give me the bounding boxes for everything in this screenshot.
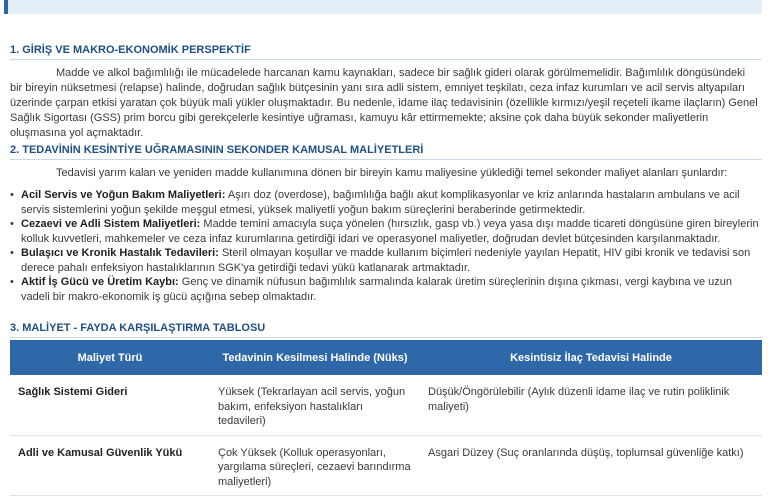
bullet-icon: •	[10, 218, 14, 230]
cost-benefit-table	[10, 340, 762, 496]
section-3-heading: 3. MALİYET - FAYDA KARŞILAŞTIRMA TABLOSU	[10, 322, 266, 334]
intro-callout	[4, 0, 762, 14]
bullet-title: Bulaşıcı ve Kronik Hastalık Tedavileri:	[21, 247, 219, 259]
table-row	[10, 435, 762, 496]
bullet-title: Acil Servis ve Yoğun Bakım Maliyetleri:	[21, 189, 226, 201]
list-item	[10, 217, 762, 246]
bullet-icon: •	[10, 189, 14, 201]
table-row	[10, 375, 762, 435]
section-2-divider	[10, 159, 762, 160]
table-cell: Düşük/Öngörülebilir (Aylık düzenli idame ilaç ve rutin poliklinik maliyeti)	[420, 375, 762, 435]
table-cell: Asgari Düzey (Suç oranlarında düşüş, toplumsal güvenliğe katkı)	[420, 435, 762, 496]
list-item	[10, 188, 762, 217]
section-1-paragraph: Madde ve alkol bağımlılığı ile mücadelede harcanan kamu kaynakları, sadece bir sağlık gideri olarak görülmemelidir. Bağımlılık döngüsündeki bir bireyin nüksetmesi (relapse) halinde, doğrudan sağlık bütçesinin yanı sıra adli sistem, emniyet teşkilatı, ceza infaz kurumları ve acil servis altyapıları üzerinde çarpan etkisi yaratan çok büyük mali yükler oluşmaktadır. Bu nedenle, idame ilaç tedavisinin (özellikle kırmızı/yeşil reçeteli ikame ilaçların) Genel Sağlık Sigortası (GSS) prim borcu gibi gerekçelerle kesintiye uğraması, kamuyu kâr ettirmemekte; aksine çok daha büyük sekonder maliyetlerin oluşmasına yol açmaktadır.	[10, 67, 758, 139]
section-2-heading: 2. TEDAVİNİN KESİNTİYE UĞRAMASININ SEKONDER KAMUSAL MALİYETLERİ	[10, 144, 424, 156]
cost-bullet-list	[10, 188, 762, 304]
bullet-title: Aktif İş Gücü ve Üretim Kaybı:	[21, 276, 179, 288]
table-cell: Yüksek (Tekrarlayan acil servis, yoğun bakım, enfeksiyon hastalıkları tedavileri)	[210, 375, 420, 435]
table-cell: Çok Yüksek (Kolluk operasyonları, yargılama süreçleri, cezaevi barındırma maliyetleri)	[210, 435, 420, 496]
bullet-title: Cezaevi ve Adli Sistem Maliyetleri:	[21, 218, 201, 230]
column-header: Maliyet Türü	[10, 340, 210, 375]
section-3-divider	[10, 337, 762, 338]
list-item	[10, 275, 762, 304]
section-1-heading: 1. GİRİŞ VE MAKRO-EKONOMİK PERSPEKTİF	[10, 44, 251, 56]
section-2-paragraph: Tedavisi yarım kalan ve yeniden madde kullanımına dönen bir bireyin kamu maliyesine yüklediği temel sekonder maliyet alanları şunlardır:	[56, 167, 728, 179]
bullet-icon: •	[10, 276, 14, 288]
table-cell: Sağlık Sistemi Gideri	[10, 375, 210, 435]
bullet-icon: •	[10, 247, 14, 259]
list-item	[10, 246, 762, 275]
column-header: Tedavinin Kesilmesi Halinde (Nüks)	[210, 340, 420, 375]
table-header-row	[10, 340, 762, 375]
bullet-text: Steril olmayan koşullar ve madde kullanım biçimleri nedeniyle yayılan Hepatit, HIV gibi kronik ve tedavisi son derece pahalı enfeksiyon hastalıklarının SGK'ya getirdiği tedavi yükü katlanarak artmaktadır.	[21, 247, 751, 274]
column-header: Kesintisiz İlaç Tedavisi Halinde	[420, 340, 762, 375]
bullet-text: Genç ve dinamik nüfusun bağımlılık sarmalında kalarak üretim süreçlerinin dışına çıkması, vergi kaybına ve uzun vadeli bir makro-ekonomik iş gücü açığına sebep olmaktadır.	[21, 276, 733, 303]
bullet-text: Aşırı doz (overdose), bağımlılığa bağlı akut komplikasyonlar ve kriz anlarında hastaların ambulans ve acil servis sistemlerini yoğun şekilde meşgul etmesi, yüksek maliyetli yoğun bakım süreçlerini beraberinde getirmektedir.	[21, 189, 740, 216]
section-1-divider	[10, 59, 762, 60]
bullet-text: Madde temini amacıyla suça yönelen (hırsızlık, gasp vb.) veya yasa dışı madde ticareti döngüsüne giren bireylerin kolluk kuvvetleri, mahkemeler ve ceza infaz kurumlarına getirdiği idari ve operasyonel maliyetler, doğrudan devlet bütçesinden karşılanmaktadır.	[21, 218, 759, 245]
table-cell: Adli ve Kamusal Güvenlik Yükü	[10, 435, 210, 496]
